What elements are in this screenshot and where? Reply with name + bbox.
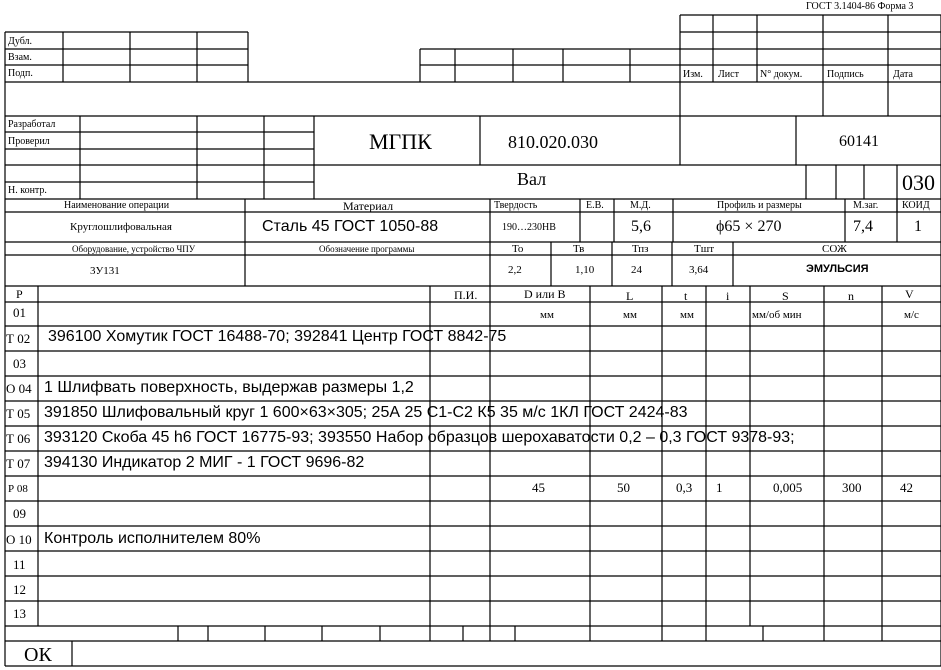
document-number: 810.020.030	[508, 132, 598, 152]
norm-control-label: Н. контр.	[8, 185, 47, 196]
value-s: 0,005	[773, 480, 803, 495]
ev-label: Е.В.	[586, 200, 604, 211]
dubl-label: Дубл.	[8, 36, 33, 47]
unit-v: м/с	[904, 309, 919, 321]
row-02-text: 396100 Хомутик ГОСТ 16488-70; 392841 Центр ГОСТ 8842-75	[48, 328, 507, 345]
unit-t: мм	[680, 309, 694, 321]
value-d: 45	[532, 480, 545, 495]
koid-value: 1	[914, 218, 922, 235]
md-label: М.Д.	[630, 200, 651, 211]
row-06-code: Т 06	[6, 431, 31, 446]
profile-value: ϕ65 × 270	[716, 218, 782, 235]
op-name: Круглошлифовальная	[70, 221, 172, 233]
rev-doc-label: N° докум.	[760, 69, 803, 80]
row-02-code: Т 02	[6, 331, 31, 346]
col-v: V	[905, 287, 914, 301]
rev-sign-label: Подпись	[827, 69, 864, 80]
col-i: i	[726, 289, 730, 303]
operation-number: 030	[902, 170, 935, 195]
tsht-label: Тшт	[694, 243, 714, 255]
hardness-label: Твердость	[494, 200, 538, 211]
unit-d: мм	[540, 309, 554, 321]
row-01-code: 01	[13, 305, 26, 320]
material: Сталь 45 ГОСТ 1050-88	[262, 218, 439, 235]
value-t: 0,3	[676, 480, 693, 495]
part-name: Вал	[517, 169, 547, 189]
program-label: Обозначение программы	[319, 244, 415, 254]
part-code: 60141	[839, 133, 879, 150]
row-10-code: О 10	[6, 532, 32, 547]
mzag-label: М.заг.	[853, 200, 879, 211]
footer-label: ОК	[24, 644, 52, 666]
row-04-text: 1 Шлифвать поверхность, выдержав размеры 1,2	[44, 379, 414, 396]
value-v: 42	[900, 480, 913, 495]
col-p: Р	[16, 287, 23, 301]
to-label: То	[512, 243, 524, 255]
material-label: Материал	[343, 199, 394, 213]
row-05-code: Т 05	[6, 406, 31, 421]
tv-label: Тв	[573, 243, 585, 255]
rev-izm-label: Изм.	[683, 69, 703, 80]
form-code: ГОСТ 3.1404-86 Форма 3	[806, 1, 914, 12]
row-08-code: Р 08	[8, 483, 28, 495]
unit-l: мм	[623, 309, 637, 321]
op-name-label: Наименование операции	[64, 200, 170, 211]
value-l: 50	[617, 480, 630, 495]
coolant-value: ЭМУЛЬСИЯ	[806, 263, 869, 275]
developed-label: Разработал	[8, 119, 56, 130]
row-05-text: 391850 Шлифовальный круг 1 600×63×305; 25А 25 С1-С2 К5 35 м/с 1КЛ ГОСТ 2424-83	[44, 404, 688, 421]
coolant-label: СОЖ	[822, 243, 847, 255]
vzam-label: Взам.	[8, 52, 32, 63]
equipment-label: Оборудование, устройство ЧПУ	[72, 244, 196, 254]
tsht-value: 3,64	[689, 264, 709, 276]
row-12-code: 12	[13, 582, 26, 597]
col-s: S	[782, 289, 789, 303]
rev-list-label: Лист	[718, 69, 739, 80]
row-04-code: О 04	[6, 381, 32, 396]
row-03-code: 03	[13, 356, 26, 371]
col-l: L	[626, 289, 634, 303]
podp-label: Подп.	[8, 68, 33, 79]
organization: МГПК	[369, 129, 432, 154]
koid-label: КОИД	[902, 200, 930, 211]
profile-label: Профиль и размеры	[717, 200, 802, 211]
unit-s: мм/об мин	[752, 309, 802, 321]
rev-date-label: Дата	[893, 69, 913, 80]
row-09-code: 09	[13, 506, 26, 521]
hardness: 190…230НВ	[502, 222, 556, 233]
equipment-value: 3У131	[90, 265, 120, 277]
row-10-text: Контроль исполнителем 80%	[44, 530, 261, 547]
col-t: t	[684, 289, 688, 303]
tpz-value: 24	[631, 264, 642, 276]
col-n: n	[848, 289, 854, 303]
value-n: 300	[842, 480, 862, 495]
md-value: 5,6	[631, 218, 651, 235]
row-13-code: 13	[13, 606, 26, 621]
row-11-code: 11	[13, 557, 26, 572]
row-06-text: 393120 Скоба 45 h6 ГОСТ 16775-93; 393550 Набор образцов шерохаватости 0,2 – 0,3 ГОСТ 9378-93;	[44, 429, 795, 446]
checked-label: Проверил	[8, 136, 50, 147]
col-pi: П.И.	[454, 288, 478, 302]
value-i: 1	[716, 480, 723, 495]
mzag-value: 7,4	[853, 218, 873, 235]
to-value: 2,2	[508, 264, 522, 276]
tpz-label: Тпз	[632, 243, 649, 255]
tv-value: 1,10	[575, 264, 595, 276]
row-07-code: Т 07	[6, 456, 31, 471]
row-07-text: 394130 Индикатор 2 МИГ - 1 ГОСТ 9696-82	[44, 454, 365, 471]
col-d: D или В	[524, 287, 566, 301]
